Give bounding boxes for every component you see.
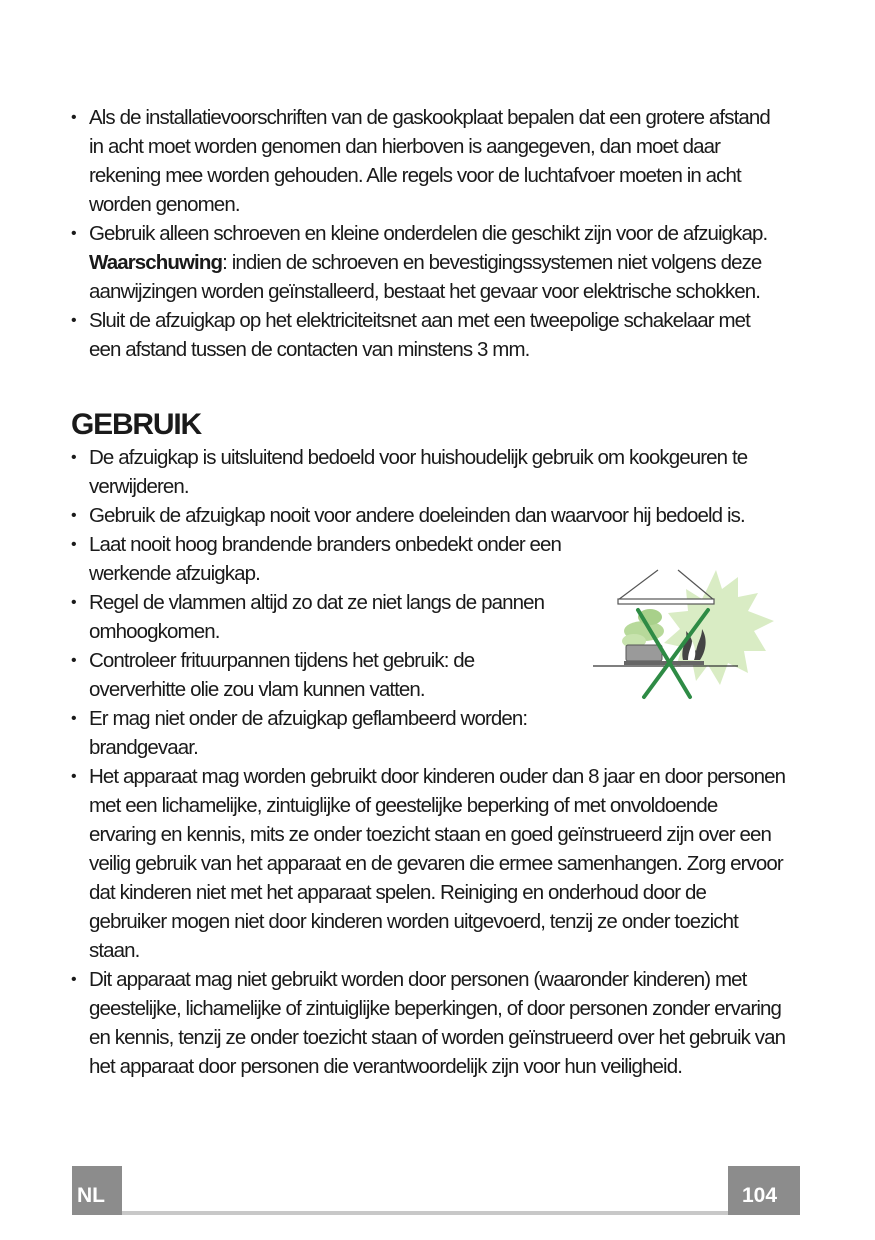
hood-outline	[618, 570, 658, 600]
pan-shape	[626, 645, 662, 661]
list-item-text: Gebruik alleen schroeven en kleine onderdelen die geschikt zijn voor de afzuigkap.	[89, 222, 768, 245]
installation-notes-list	[71, 103, 786, 364]
list-item: • Controleer frituurpannen tijdens het gebruik: de oververhitte olie zou vlam kunnen vatten.	[71, 646, 569, 704]
section-heading: GEBRUIK	[71, 408, 201, 441]
hood-outline	[618, 599, 714, 604]
list-item: • Er mag niet onder de afzuigkap geflambeerd worden: brandgevaar.	[71, 704, 569, 762]
list-item: • De afzuigkap is uitsluitend bedoeld voor huishoudelijk gebruik om kookgeuren te verwijderen.	[71, 443, 786, 501]
list-item: • Sluit de afzuigkap op het elektriciteitsnet aan met een tweepolige schakelaar met een afstand tussen de contacten van minstens 3 mm.	[71, 306, 786, 364]
warning-label: Waarschuwing	[89, 251, 223, 274]
list-item: • Gebruik de afzuigkap nooit voor andere doeleinden dan waarvoor hij bedoeld is.	[71, 501, 786, 530]
footer-rule	[72, 1211, 800, 1215]
no-flambe-icon	[588, 565, 788, 705]
list-item	[71, 219, 786, 306]
hob-line	[624, 661, 704, 665]
warning-text: : indien de schroeven en bevestigingssystemen niet volgens deze aanwijzingen worden geïnstalleerd, bestaat het gevaar voor elektrische schokken.	[89, 251, 762, 303]
page-number: 104	[728, 1166, 800, 1215]
usage-list	[71, 443, 786, 1081]
list-item: • Het apparaat mag worden gebruikt door kinderen ouder dan 8 jaar en door personen met een lichamelijke, zintuiglijke of geestelijke beperking of met onvoldoende ervaring en kennis, mits ze onder toezicht staan en goed geïnstrueerd zijn over een veilig gebruik van het apparaat en de gevaren die ermee samenhangen. Zorg ervoor dat kinderen niet met het apparaat spelen. Reiniging en onderhoud door de gebruiker mogen niet door kinderen worden uitgevoerd, tenzij ze onder toezicht staan.	[71, 762, 786, 965]
list-item: • Dit apparaat mag niet gebruikt worden door personen (waaronder kinderen) met geestelijke, lichamelijke of zintuiglijke beperkingen, of door personen zonder ervaring en kennis, tenzij ze onder toezicht staan of worden geïnstrueerd over het gebruik van het apparaat door personen die verantwoordelijk zijn voor hun veiligheid.	[71, 965, 786, 1081]
list-item: • Laat nooit hoog brandende branders onbedekt onder een werkende afzuigkap.	[71, 530, 569, 588]
flame-burst-shape	[664, 570, 774, 685]
list-item: • Regel de vlammen altijd zo dat ze niet langs de pannen omhoogkomen.	[71, 588, 569, 646]
warning-note	[89, 251, 761, 303]
language-tab: NL	[72, 1166, 122, 1215]
list-item: • Als de installatievoorschriften van de gaskookplaat bepalen dat een grotere afstand in acht moet worden genomen dan hierboven is aangegeven, dan moet daar rekening mee worden gehouden. Alle regels voor de luchtafvoer moeten in acht worden genomen.	[71, 103, 786, 219]
